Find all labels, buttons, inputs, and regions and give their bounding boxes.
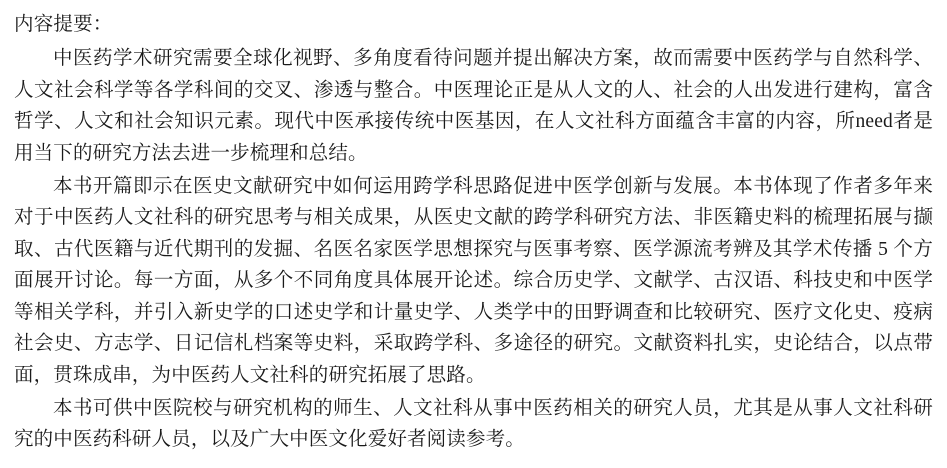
paragraph-2: 本书开篇即示在医史文献研究中如何运用跨学科思路促进中医学创新与发展。本书体现了作者多年来对于中医药人文社科的研究思考与相关成果，从医史文献的跨学科研究方法、非医籍史料的梳理拓展与撷取、古代医籍与近代期刊的发掘、名医名家医学思想探究与医事考察、医学源流考辨及其学术传播 5 个方面展开讨论。每一方面，从多个不同角度具体展开论述。综合历史学、文献学、古汉语、科技史和中医学等相关学科，并引入新史学的口述史学和计量史学、人类学中的田野调查和比较研究、医疗文化史、疫病社会史、方志学、日记信札档案等史料，采取跨学科、多途径的研究。文献资料扎实，史论结合，以点带面，贯珠成串，为中医药人文社科的研究拓展了思路。 [14, 175, 933, 386]
paragraph-1: 中医药学术研究需要全球化视野、多角度看待问题并提出解决方案，故而需要中医药学与自然科学、人文社会科学等各学科间的交叉、渗透与整合。中医理论正是从人文的人、社会的人出发进行建构，富含哲学、人文和社会知识元素。现代中医承接传统中医基因，在人文社科方面蕴含丰富的内容，所need者是用当下的研究方法去进一步梳理和总结。 [14, 48, 933, 164]
page-title: 内容提要： [14, 14, 113, 35]
paragraph-3: 本书可供中医院校与研究机构的师生、人文社科从事中医药相关的研究人员，尤其是从事人文社科研究的中医药科研人员，以及广大中医文化爱好者阅读参考。 [14, 397, 933, 451]
